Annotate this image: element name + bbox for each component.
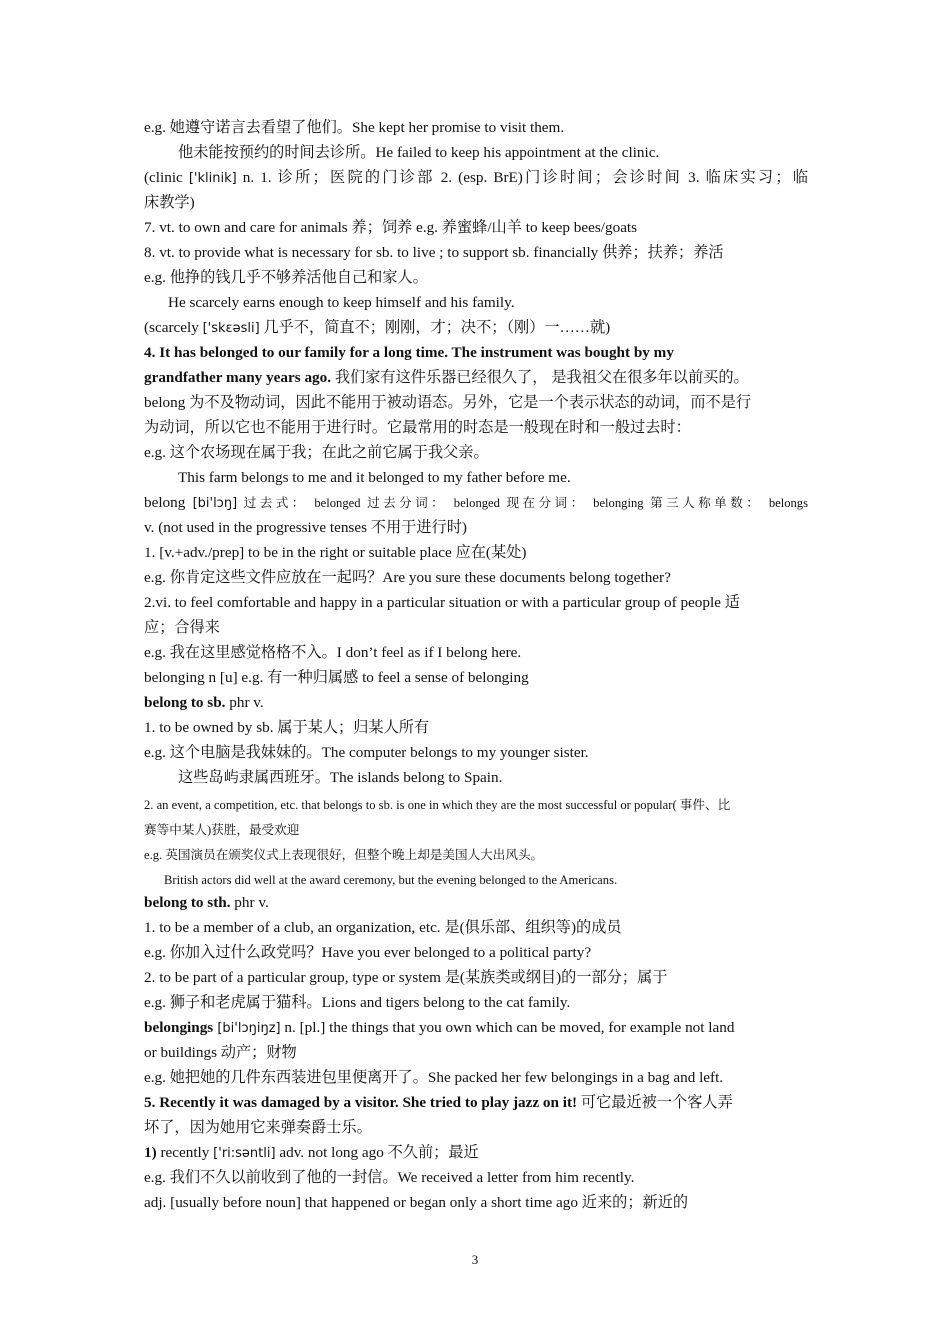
paragraph-line: 为动词，所以它也不能用于进行时。它最常用的时态是一般现在时和一般过去时：: [144, 419, 691, 436]
example-line: e.g. 这个农场现在属于我；在此之前它属于我父亲。: [144, 444, 489, 461]
example-line: British actors did well at the award ceremony, but the evening belonged to the Americans.: [164, 873, 618, 887]
text-fragment: 几乎不，简直不；刚刚，才；决不；（刚）一……就): [259, 319, 611, 336]
example-line: 这些岛屿隶属西班牙。The islands belong to Spain.: [178, 769, 503, 786]
heading-text: 4. It has belonged to our family for a long time. The instrument was bought by my: [144, 344, 674, 361]
phonetic: [bi'lɔŋ]: [192, 496, 238, 511]
heading-text: belong to sb.: [144, 694, 226, 711]
definition-line: 2. an event, a competition, etc. that belongs to sb. is one in which they are the most successful or popular( 事件、比: [144, 798, 731, 812]
heading-text: 5. Recently it was damaged by a visitor. She tried to play jazz on it!: [144, 1094, 578, 1111]
definition-line: 2. to be part of a particular group, type or system 是(某族类或纲目)的一部分；属于: [144, 969, 668, 986]
text-fragment: recently: [156, 1144, 214, 1161]
text-fragment: belong: [144, 494, 193, 511]
definition-line: v. (not used in the progressive tenses 不用于进行时): [144, 519, 467, 536]
example-line: e.g. 我在这里感觉格格不入。I don’t feel as if I belong here.: [144, 644, 522, 661]
example-line: e.g. 你加入过什么政党吗？Have you ever belonged to a political party?: [144, 944, 592, 961]
example-line: e.g. 我们不久以前收到了他的一封信。We received a letter from him recently.: [144, 1169, 635, 1186]
text-fragment: adv. not long ago 不久前；最近: [275, 1144, 479, 1161]
example-line: e.g. 这个电脑是我妹妹的。The computer belongs to my younger sister.: [144, 744, 589, 761]
definition-line: [144, 318, 808, 339]
example-line: e.g. 你肯定这些文件应放在一起吗？Are you sure these documents belong together?: [144, 569, 671, 586]
phonetic: ['skɛəsli]: [202, 321, 260, 336]
text-fragment: phr v.: [225, 694, 264, 711]
text-fragment: (clinic: [144, 169, 189, 186]
definition-line: [144, 168, 808, 189]
example-line: e.g. 英国演员在颁奖仪式上表现很好，但整个晚上却是美国人大出风头。: [144, 848, 544, 862]
text-fragment: n. [pl.] the things that you own which can be moved, for example not land: [280, 1019, 735, 1036]
example-line: This farm belongs to me and it belonged to my father before me.: [178, 469, 571, 486]
definition-line: 床教学): [144, 194, 195, 211]
text-fragment: n. 1. 诊所；医院的门诊部 2. (esp. BrE)门诊时间；会诊时间 3. 临床实习；临: [236, 169, 808, 186]
section-heading: [144, 343, 808, 363]
definition-line: or buildings 动产；财物: [144, 1044, 297, 1061]
text-fragment: 过去式： belonged 过去分词： belonged 现在分词： belonging 第三人称单数： belongs: [237, 496, 808, 510]
definition-line: 1. [v.+adv./prep] to be in the right or suitable place 应在(某处): [144, 544, 527, 561]
phrase-heading: [144, 693, 808, 713]
definition-line: 赛等中某人)获胜，最受欢迎: [144, 823, 300, 837]
example-line: e.g. 狮子和老虎属于猫科。Lions and tigers belong to the cat family.: [144, 994, 571, 1011]
definition-line: 应；合得来: [144, 619, 220, 636]
heading-text: belong to sth.: [144, 894, 231, 911]
definition-line: belonging n [u] e.g. 有一种归属感 to feel a sense of belonging: [144, 669, 529, 686]
example-line: He scarcely earns enough to keep himself and his family.: [168, 294, 515, 311]
word-forms-line: [144, 493, 808, 514]
heading-text: belongings: [144, 1019, 214, 1036]
phonetic: ['klinik]: [188, 171, 237, 186]
phrase-heading: [144, 893, 808, 913]
text-fragment: phr v.: [230, 894, 269, 911]
definition-line: 8. vt. to provide what is necessary for sb. to live ; to support sb. financially 供养；扶养；养活: [144, 244, 724, 261]
definition-line: 1. to be a member of a club, an organization, etc. 是(俱乐部、组织等)的成员: [144, 919, 622, 936]
section-heading: [144, 1093, 808, 1113]
example-line: e.g. 她遵守诺言去看望了他们。She kept her promise to visit them.: [144, 119, 565, 136]
text-fragment: (scarcely: [144, 319, 203, 336]
example-line: e.g. 她把她的几件东西装进包里便离开了。She packed her few belongings in a bag and left.: [144, 1069, 724, 1086]
phonetic: ['ri:səntli]: [213, 1146, 276, 1161]
definition-line: adj. [usually before noun] that happened or began only a short time ago 近来的；新近的: [144, 1194, 689, 1211]
definition-line: [144, 1143, 808, 1164]
phonetic: [bi'lɔŋiŋz]: [213, 1021, 281, 1036]
definition-line: 7. vt. to own and care for animals 养；饲养 e.g. 养蜜蜂/山羊 to keep bees/goats: [144, 219, 638, 236]
page-number: 3: [471, 1252, 479, 1267]
definition-line: [144, 1018, 808, 1039]
paragraph-line: 坏了，因为她用它来弹奏爵士乐。: [144, 1119, 372, 1136]
example-line: 他未能按预约的时间去诊所。He failed to keep his appointment at the clinic.: [178, 144, 660, 161]
heading-text: grandfather many years ago.: [144, 369, 332, 386]
definition-line: 2.vi. to feel comfortable and happy in a particular situation or with a particular group of people 适: [144, 594, 740, 611]
section-heading: [144, 368, 808, 388]
paragraph-line: belong 为不及物动词，因此不能用于被动语态。另外，它是一个表示状态的动词，而不是行: [144, 394, 752, 411]
text-fragment: 可它最近被一个客人弄: [577, 1094, 733, 1111]
heading-text: 1): [144, 1144, 157, 1161]
definition-line: 1. to be owned by sb. 属于某人；归某人所有: [144, 719, 430, 736]
text-fragment: 我们家有这件乐器已经很久了， 是我祖父在很多年以前买的。: [331, 369, 749, 386]
example-line: e.g. 他挣的钱几乎不够养活他自己和家人。: [144, 269, 428, 286]
